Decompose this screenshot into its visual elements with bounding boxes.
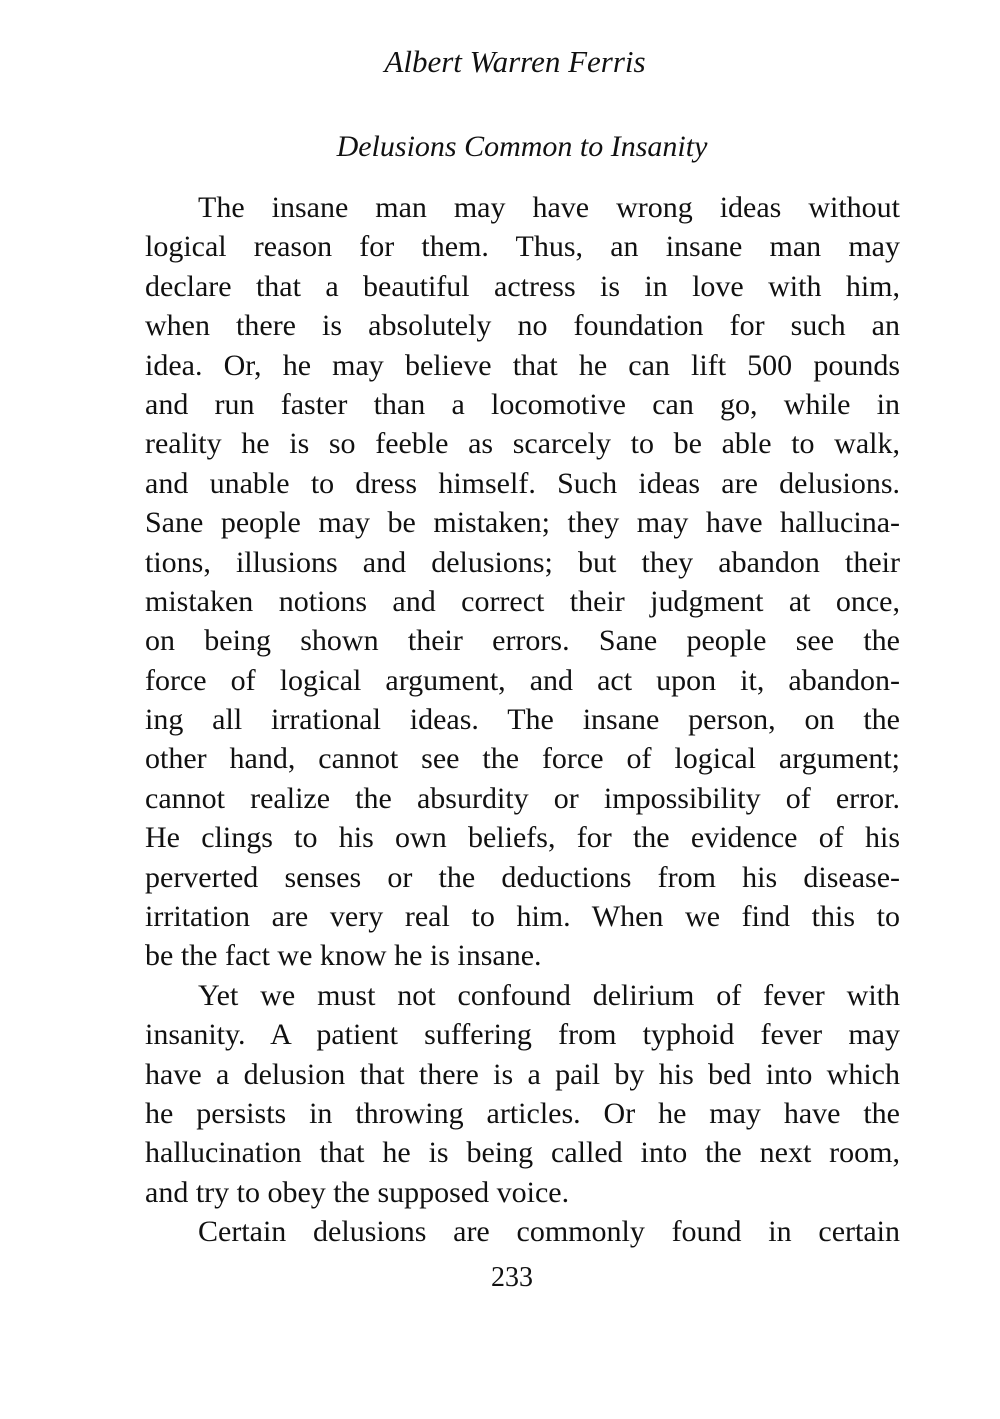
text-line: hallucination that he is being called into the next room, bbox=[145, 1136, 900, 1170]
text-line: force of logical argument, and act upon it, abandon- bbox=[145, 663, 900, 697]
running-head: Albert Warren Ferris bbox=[384, 44, 646, 79]
text-line: He clings to his own beliefs, for the evidence of his bbox=[145, 821, 900, 855]
text-line: The insane man may have wrong ideas without bbox=[198, 191, 900, 224]
text-line: cannot realize the absurdity or impossibility of error. bbox=[145, 781, 900, 815]
paragraph bbox=[145, 1212, 900, 1251]
text-line: Sane people may be mistaken; they may have hallucina- bbox=[145, 506, 900, 540]
text-line: reality he is so feeble as scarcely to be able to walk, bbox=[145, 427, 900, 461]
paragraph bbox=[145, 976, 900, 1212]
text-line: on being shown their errors. Sane people see the bbox=[145, 624, 900, 658]
text-line: ing all irrational ideas. The insane person, on the bbox=[145, 703, 900, 737]
text-line: he persists in throwing articles. Or he may have the bbox=[145, 1096, 900, 1130]
text-line: have a delusion that there is a pail by his bed into which bbox=[145, 1057, 900, 1091]
text-line: when there is absolutely no foundation for such an bbox=[145, 309, 900, 343]
text-line: Certain delusions are commonly found in certain bbox=[198, 1215, 900, 1249]
text-line: Yet we must not confound delirium of fever with bbox=[198, 978, 900, 1012]
body-text bbox=[145, 188, 900, 1252]
paragraph bbox=[145, 188, 900, 976]
text-line: mistaken notions and correct their judgment at once, bbox=[145, 584, 900, 618]
text-line: tions, illusions and delusions; but they abandon their bbox=[145, 545, 900, 579]
text-line: logical reason for them. Thus, an insane man may bbox=[145, 230, 900, 264]
text-line: idea. Or, he may believe that he can lift 500 pounds bbox=[145, 348, 900, 382]
text-line: and try to obey the supposed voice. bbox=[145, 1175, 570, 1209]
text-line: irritation are very real to him. When we find this to bbox=[145, 900, 900, 934]
text-line: declare that a beautiful actress is in love with him, bbox=[145, 269, 900, 303]
text-line: and run faster than a locomotive can go, while in bbox=[145, 387, 900, 421]
page-number: 233 bbox=[491, 1262, 533, 1293]
text-line: insanity. A patient suffering from typhoid fever may bbox=[145, 1018, 900, 1052]
section-heading: Delusions Common to Insanity bbox=[336, 130, 708, 163]
text-line: other hand, cannot see the force of logical argument; bbox=[145, 742, 900, 776]
text-line: perverted senses or the deductions from his disease- bbox=[145, 860, 900, 894]
text-line: be the fact we know he is insane. bbox=[145, 939, 542, 973]
text-line: and unable to dress himself. Such ideas are delusions. bbox=[145, 466, 900, 500]
